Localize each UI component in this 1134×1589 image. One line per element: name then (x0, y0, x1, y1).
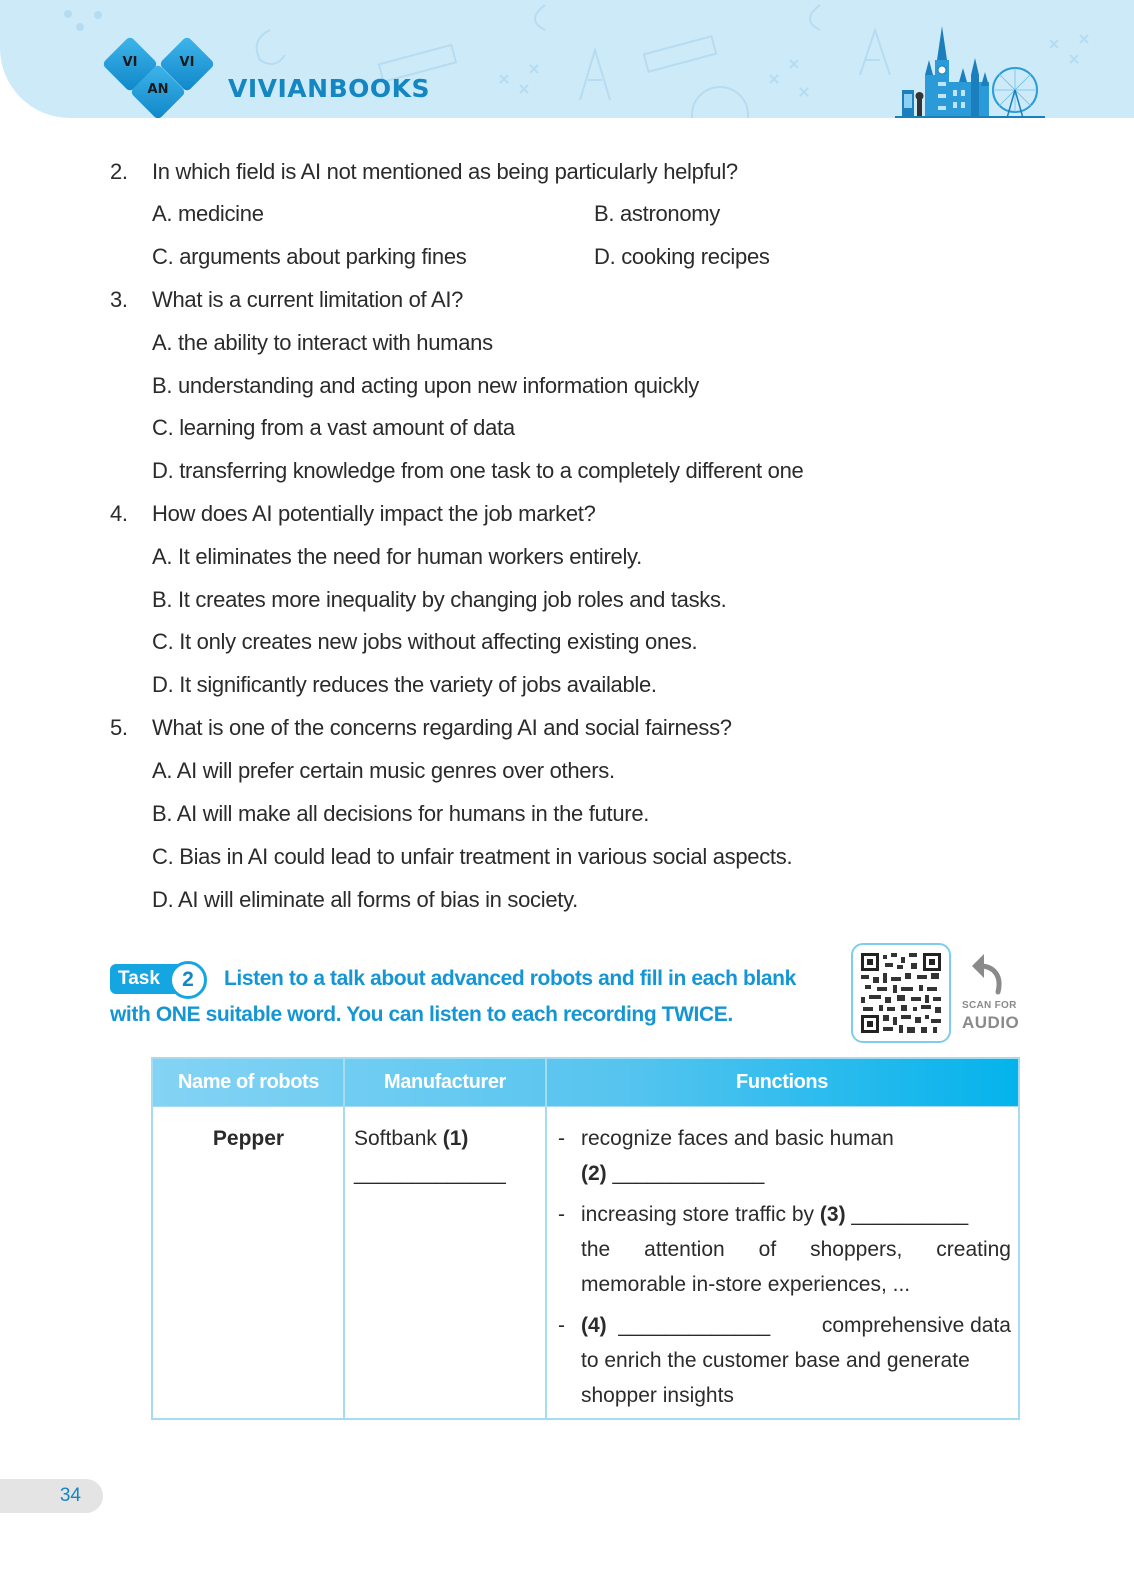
curved-arrow-icon (968, 952, 1008, 996)
question-number: 5. (110, 715, 128, 740)
manufacturer-cell (354, 1121, 468, 1156)
option-d[interactable]: D. AI will eliminate all forms of bias in society. (152, 887, 578, 912)
task-instruction-line-2: with ONE suitable word. You can listen to each recording TWICE. (110, 1003, 733, 1026)
blank-number-4: (4) (581, 1314, 607, 1337)
task-number: 2 (169, 961, 207, 999)
qr-code-icon (861, 953, 941, 1033)
option-d[interactable]: D. transferring knowledge from one task to a completely different one (152, 458, 804, 483)
task-badge: Task (110, 964, 200, 994)
option-a[interactable]: A. AI will prefer certain music genres over others. (152, 758, 615, 783)
vivianbooks-logo: VI VI AN (104, 38, 214, 118)
option-b[interactable]: B. astronomy (594, 201, 721, 226)
bullet: - (558, 1203, 565, 1226)
header-divider (153, 1106, 1018, 1107)
question-text: In which field is AI not mentioned as being particularly helpful? (152, 159, 738, 184)
question-number: 2. (110, 159, 128, 184)
word: the (581, 1238, 611, 1261)
option-a[interactable]: A. the ability to interact with humans (152, 330, 493, 355)
function-3-line-2: to enrich the customer base and generate (581, 1349, 970, 1372)
bullet: - (558, 1127, 565, 1150)
bullet: - (558, 1314, 565, 1337)
option-d[interactable]: D. cooking recipes (594, 244, 770, 269)
blank-number-3: (3) (819, 1203, 846, 1226)
option-a[interactable]: A. medicine (152, 201, 264, 226)
function-3-line-3: shopper insights (581, 1384, 734, 1407)
word: creating (936, 1238, 1011, 1261)
london-skyline-illustration (895, 20, 1045, 118)
blank-number-2: (2) (581, 1162, 607, 1185)
table-header (153, 1059, 1018, 1106)
robots-table (151, 1057, 1020, 1420)
task-instruction-line-1: Listen to a talk about advanced robots and fill in each blank (224, 967, 796, 990)
word: shoppers, (810, 1238, 903, 1261)
function-1-text: recognize faces and basic human (581, 1127, 894, 1150)
option-c[interactable]: C. learning from a vast amount of data (152, 415, 515, 440)
header-name-of-robots: Name of robots (177, 1071, 320, 1093)
blank-3[interactable]: __________ (851, 1203, 969, 1226)
option-d[interactable]: D. It significantly reduces the variety of jobs available. (152, 672, 657, 697)
column-divider (343, 1059, 345, 1418)
function-1-blank-line (581, 1156, 764, 1191)
blank-number-1: (1) (442, 1127, 469, 1150)
blank-2[interactable]: _____________ (612, 1162, 765, 1185)
header-manufacturer: Manufacturer (384, 1071, 506, 1093)
option-b[interactable]: B. understanding and acting upon new information quickly (152, 373, 700, 398)
function-3-line-1 (581, 1308, 1011, 1343)
question-text: What is one of the concerns regarding AI and social fairness? (152, 715, 732, 740)
word: attention (644, 1238, 725, 1261)
option-a[interactable]: A. It eliminates the need for human workers entirely. (152, 544, 642, 569)
blank-1[interactable]: _____________ (354, 1162, 506, 1185)
question-number: 4. (110, 501, 128, 526)
question-number: 3. (110, 287, 128, 312)
question-text: How does AI potentially impact the job market? (152, 501, 596, 526)
page-number-tab (0, 1479, 103, 1513)
audio-qr-code[interactable] (851, 943, 951, 1043)
function-2-line-3: memorable in-store experiences, ... (581, 1273, 911, 1296)
scan-for-label: SCAN FOR (962, 1000, 1017, 1011)
option-c[interactable]: C. Bias in AI could lead to unfair treatment in various social aspects. (152, 844, 793, 869)
manufacturer-text: Softbank (354, 1127, 437, 1150)
robot-name: Pepper (212, 1127, 285, 1150)
option-b[interactable]: B. It creates more inequality by changing job roles and tasks. (152, 587, 727, 612)
column-divider (545, 1059, 547, 1418)
brand-name: VIVIANBOOKS (228, 74, 431, 103)
page-number: 34 (59, 1485, 81, 1506)
header-banner (0, 0, 1134, 118)
question-text: What is a current limitation of AI? (152, 287, 464, 312)
blank-4[interactable]: _____________ (618, 1314, 771, 1337)
function-2-line-1 (581, 1197, 968, 1232)
word: of (758, 1238, 777, 1261)
function-3-text: comprehensive data (821, 1314, 1011, 1337)
option-b[interactable]: B. AI will make all decisions for humans in the future. (152, 801, 650, 826)
function-2-line-2 (581, 1232, 1011, 1267)
header-functions: Functions (736, 1071, 828, 1093)
option-c[interactable]: C. arguments about parking fines (152, 244, 467, 269)
function-2-text: increasing store traffic by (581, 1203, 815, 1226)
option-c[interactable]: C. It only creates new jobs without affecting existing ones. (152, 629, 698, 654)
audio-label: AUDIO (962, 1013, 1020, 1032)
